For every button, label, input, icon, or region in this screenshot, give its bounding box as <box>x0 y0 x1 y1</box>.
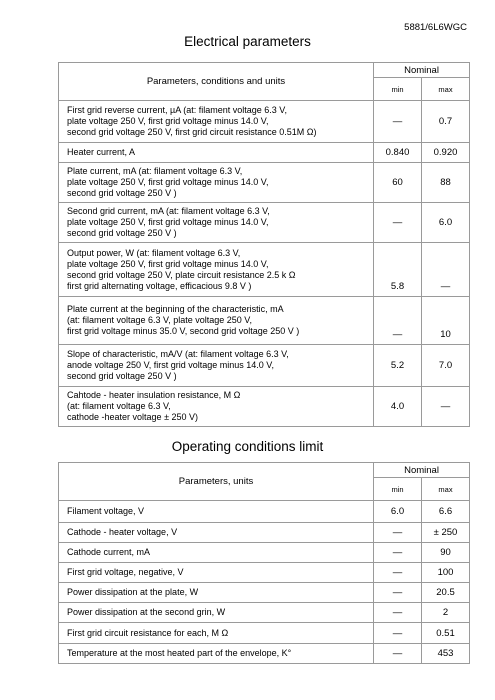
min-column-header: min <box>374 478 422 501</box>
parameter-cell <box>59 163 374 203</box>
parameter-cell <box>59 243 374 297</box>
nominal-column-header: Nominal <box>374 463 470 478</box>
parameter-line: plate voltage 250 V, first grid voltage minus 14.0 V, <box>67 258 269 269</box>
parameter-line: cathode -heater voltage ± 250 V) <box>67 412 199 422</box>
operating-limits-table <box>58 462 470 664</box>
parameter-line: Slope of characteristic, mA/V (at: filament voltage 6.3 V, <box>67 349 289 359</box>
parameter-cell: Cathode current, mA <box>59 543 374 563</box>
max-value: 10 <box>422 297 470 345</box>
max-value: 6.6 <box>422 501 470 523</box>
parameter-cell: Temperature at the most heated part of the envelope, K° <box>59 644 374 664</box>
table-row <box>59 243 470 297</box>
min-value: — <box>374 563 422 583</box>
max-value: — <box>422 387 470 427</box>
max-column-header: max <box>422 78 470 101</box>
document-code: 5881/6L6WGC <box>404 22 467 33</box>
parameter-line: first grid alternating voltage, efficacious 9.8 V ) <box>67 280 252 291</box>
max-value: 2 <box>422 603 470 623</box>
parameter-line: anode voltage 250 V, first grid voltage minus 14.0 V, <box>67 360 274 370</box>
min-value: 60 <box>374 163 422 203</box>
parameter-line: plate voltage 250 V, first grid voltage minus 14.0 V, <box>67 116 269 126</box>
table-row <box>59 543 470 563</box>
min-value: 4.0 <box>374 387 422 427</box>
min-column-header: min <box>374 78 422 101</box>
parameter-cell: Power dissipation at the plate, W <box>59 583 374 603</box>
table-row <box>59 345 470 387</box>
max-value: 7.0 <box>422 345 470 387</box>
nominal-column-header: Nominal <box>374 63 470 78</box>
table-row <box>59 623 470 644</box>
max-value: 0.920 <box>422 143 470 163</box>
parameter-cell <box>59 143 374 163</box>
min-value: 5.8 <box>374 243 422 297</box>
parameter-line: first grid voltage minus 35.0 V, second grid voltage 250 V ) <box>67 326 300 336</box>
parameter-line: second grid voltage 250 V ) <box>67 188 177 198</box>
param-column-header: Parameters, conditions and units <box>59 63 374 101</box>
parameter-line: plate voltage 250 V, first grid voltage minus 14.0 V, <box>67 217 269 227</box>
parameter-cell: Filament voltage, V <box>59 501 374 523</box>
parameter-cell: First grid circuit resistance for each, M Ω <box>59 623 374 644</box>
min-value: — <box>374 101 422 143</box>
table-row <box>59 523 470 543</box>
min-value: 6.0 <box>374 501 422 523</box>
max-value: 0.7 <box>422 101 470 143</box>
table-row <box>59 297 470 345</box>
parameter-line: Second grid current, mA (at: filament voltage 6.3 V, <box>67 206 270 216</box>
parameter-cell <box>59 387 374 427</box>
min-value: — <box>374 203 422 243</box>
min-value: 0.840 <box>374 143 422 163</box>
parameter-cell <box>59 345 374 387</box>
min-value: — <box>374 644 422 664</box>
operating-limits-title: Operating conditions limit <box>171 439 324 454</box>
table-row <box>59 163 470 203</box>
parameter-line: Output power, W (at: filament voltage 6.3 V, <box>67 247 241 258</box>
min-value: — <box>374 583 422 603</box>
electrical-parameters-title: Electrical parameters <box>184 34 311 49</box>
parameter-cell <box>59 101 374 143</box>
parameter-cell: Power dissipation at the second grin, W <box>59 603 374 623</box>
parameter-line: (at: filament voltage 6.3 V, plate voltage 250 V, <box>67 315 252 325</box>
min-value: — <box>374 543 422 563</box>
parameter-cell <box>59 203 374 243</box>
parameter-line: Plate current, mA (at: filament voltage 6.3 V, <box>67 166 243 176</box>
max-value: ± 250 <box>422 523 470 543</box>
parameter-line: second grid voltage 250 V, plate circuit resistance 2.5 k Ω <box>67 269 296 280</box>
max-value: — <box>422 243 470 297</box>
table-row <box>59 143 470 163</box>
table-row <box>59 387 470 427</box>
electrical-parameters-table <box>58 62 470 427</box>
max-value: 0.51 <box>422 623 470 644</box>
table-row <box>59 563 470 583</box>
max-value: 6.0 <box>422 203 470 243</box>
parameter-line: second grid voltage 250 V, first grid circuit resistance 0.51M Ω) <box>67 127 317 137</box>
parameter-cell: First grid voltage, negative, V <box>59 563 374 583</box>
min-value: — <box>374 623 422 644</box>
max-value: 20.5 <box>422 583 470 603</box>
electrical-parameters-body <box>59 101 470 427</box>
max-value: 453 <box>422 644 470 664</box>
parameter-line: First grid reverse current, µA (at: filament voltage 6.3 V, <box>67 105 287 115</box>
max-column-header: max <box>422 478 470 501</box>
table-row <box>59 501 470 523</box>
parameter-line: second grid voltage 250 V ) <box>67 228 177 238</box>
max-value: 90 <box>422 543 470 563</box>
min-value: — <box>374 603 422 623</box>
min-value: — <box>374 297 422 345</box>
parameter-line: plate voltage 250 V, first grid voltage minus 14.0 V, <box>67 177 269 187</box>
param-column-header: Parameters, units <box>59 463 374 501</box>
parameter-cell <box>59 297 374 345</box>
max-value: 88 <box>422 163 470 203</box>
parameter-line: (at: filament voltage 6.3 V, <box>67 401 171 411</box>
parameter-cell: Cathode - heater voltage, V <box>59 523 374 543</box>
parameter-line: Plate current at the beginning of the characteristic, mA <box>67 304 284 314</box>
parameter-line: second grid voltage 250 V ) <box>67 371 177 381</box>
max-value: 100 <box>422 563 470 583</box>
table-row <box>59 203 470 243</box>
parameter-line: Heater current, A <box>67 147 136 157</box>
table-row <box>59 603 470 623</box>
table-row <box>59 101 470 143</box>
operating-limits-body <box>59 501 470 664</box>
min-value: — <box>374 523 422 543</box>
parameter-line: Cahtode - heater insulation resistance, M Ω <box>67 390 241 400</box>
table-row <box>59 583 470 603</box>
min-value: 5.2 <box>374 345 422 387</box>
table-row <box>59 644 470 664</box>
